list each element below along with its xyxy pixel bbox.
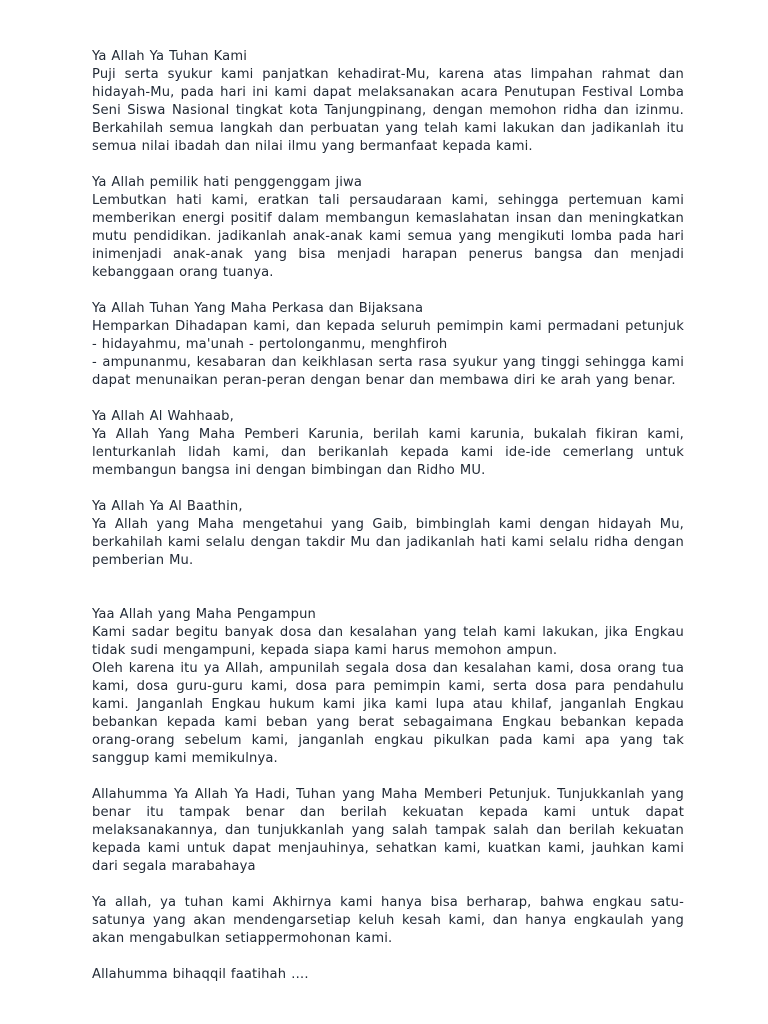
paragraph-text: - ampunanmu, kesabaran dan keikhlasan serta rasa syukur yang tinggi sehingga kami dapat menunaikan peran-peran dengan benar dan membawa diri ke arah yang benar. bbox=[92, 355, 684, 388]
paragraph-heading: Ya Allah Tuhan Yang Maha Perkasa dan Bijaksana bbox=[92, 301, 424, 316]
paragraph-heading: Yaa Allah yang Maha Pengampun bbox=[92, 607, 317, 622]
paragraph-maha-pengampun bbox=[92, 606, 684, 768]
paragraph-text: Hemparkan Dihadapan kami, dan kepada seluruh pemimpin kami permadani petunjuk - hidayahmu, ma'unah - pertolonganmu, menghfiroh bbox=[92, 319, 684, 352]
paragraph-text: Ya Allah Yang Maha Pemberi Karunia, berilah kami karunia, bukalah fikiran kami, lenturkanlah lidah kami, dan berikanlah kepada kami ide-ide cemerlang untuk membangun bangsa ini dengan bimbingan dan Ridho MU. bbox=[92, 427, 684, 478]
paragraph-text: Kami sadar begitu banyak dosa dan kesalahan yang telah kami lakukan, jika Engkau tidak sudi mengampuni, kepada siapa kami harus memohon ampun. bbox=[92, 625, 684, 658]
paragraph-heading: Ya Allah pemilik hati penggenggam jiwa bbox=[92, 175, 363, 190]
paragraph-text: Allahumma bihaqqil faatihah …. bbox=[92, 967, 309, 982]
paragraph-opening bbox=[92, 48, 684, 156]
paragraph-ya-hadi bbox=[92, 786, 684, 876]
paragraph-heading: Ya Allah Al Wahhaab, bbox=[92, 409, 234, 424]
paragraph-heading: Ya Allah Ya Al Baathin, bbox=[92, 499, 243, 514]
paragraph-maha-perkasa bbox=[92, 300, 684, 390]
paragraph-text: Ya Allah yang Maha mengetahui yang Gaib, bimbinglah kami dengan hidayah Mu, berkahilah kami selalu dengan takdir Mu dan jadikanlah hati kami selalu ridha dengan pemberian Mu. bbox=[92, 517, 684, 568]
paragraph-text: Ya allah, ya tuhan kami Akhirnya kami hanya bisa berharap, bahwa engkau satu-satunya yang akan mendengarsetiap keluh kesah kami, dan hanya engkaulah yang akan mengabulkan setiappermohonan kami. bbox=[92, 895, 684, 946]
paragraph-text: Lembutkan hati kami, eratkan tali persaudaraan kami, sehingga pertemuan kami memberikan energi positif dalam membangun kemaslahatan insan dan meningkatkan mutu pendidikan. jadikanlah anak-anak kami semua yang mengikuti lomba pada hari inimenjadi anak-anak yang bisa menjadi harapan penerus bangsa dan menjadi kebanggaan orang tuanya. bbox=[92, 193, 684, 280]
paragraph-pemilik-hati bbox=[92, 174, 684, 282]
paragraph-akhirnya bbox=[92, 894, 684, 948]
paragraph-al-baathin bbox=[92, 498, 684, 570]
paragraph-heading: Ya Allah Ya Tuhan Kami bbox=[92, 49, 248, 64]
document-page bbox=[92, 48, 684, 984]
paragraph-al-wahhaab bbox=[92, 408, 684, 480]
paragraph-closing bbox=[92, 966, 684, 984]
paragraph-text: Oleh karena itu ya Allah, ampunilah segala dosa dan kesalahan kami, dosa orang tua kami, dosa guru-guru kami, dosa para pemimpin kami, serta dosa para pendahulu kami. Janganlah Engkau hukum kami jika kami lupa atau khilaf, janganlah Engkau bebankan kepada kami beban yang berat sebagaimana Engkau bebankan kepada orang-orang sebelum kami, janganlah engkau pikulkan pada kami apa yang tak sanggup kami memikulnya. bbox=[92, 661, 684, 766]
paragraph-text: Puji serta syukur kami panjatkan kehadirat-Mu, karena atas limpahan rahmat dan hidayah-Mu, pada hari ini kami dapat melaksanakan acara Penutupan Festival Lomba Seni Siswa Nasional tingkat kota Tanjungpinang, dengan memohon ridha dan izinmu. Berkahilah semua langkah dan perbuatan yang telah kami lakukan dan jadikanlah itu semua nilai ibadah dan nilai ilmu yang bermanfaat kepada kami. bbox=[92, 67, 684, 154]
paragraph-text: Allahumma Ya Allah Ya Hadi, Tuhan yang Maha Memberi Petunjuk. Tunjukkanlah yang benar itu tampak benar dan berilah kekuatan kepada kami untuk dapat melaksanakannya, dan tunjukkanlah yang salah tampak salah dan berilah kekuatan kepada kami untuk dapat menjauhinya, sehatkan kami, kuatkan kami, jauhkan kami dari segala marabahaya bbox=[92, 787, 684, 874]
